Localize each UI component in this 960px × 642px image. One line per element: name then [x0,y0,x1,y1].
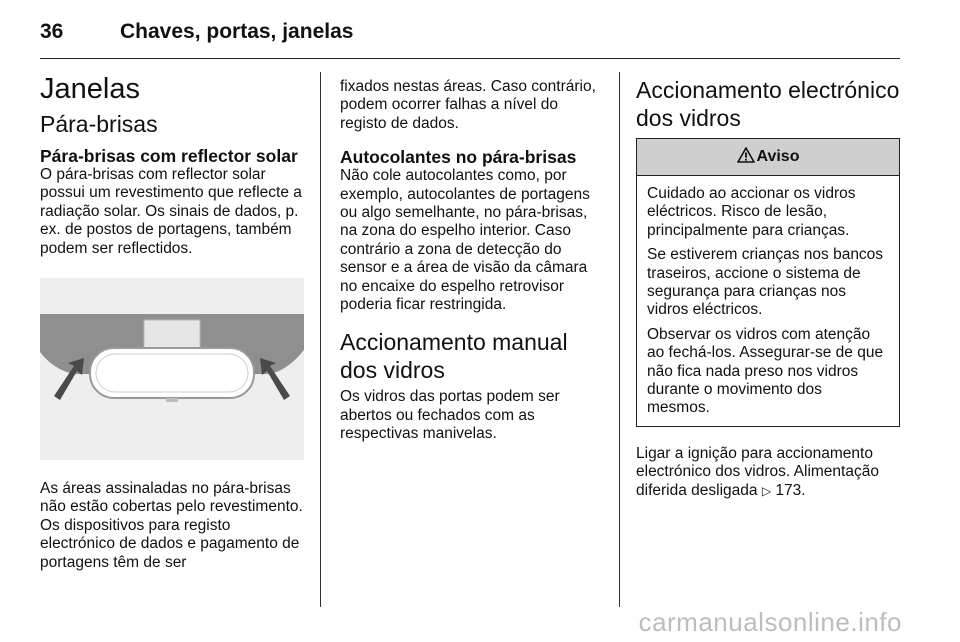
warning-paragraph-1: Cuidado ao accionar os vidros eléctricos. Risco de lesão, principalmente para crianças. [647,185,856,239]
header-rule [40,58,900,59]
page-header [40,14,900,54]
warning-body [637,176,899,426]
warning-title: Aviso [756,148,800,165]
column-1 [40,72,304,572]
heading-accionamento-electronico: Accionamento electrónico dos vidros [636,77,900,131]
chapter-title: Chaves, portas, janelas [120,20,354,43]
warning-paragraph-2: Se estiverem crianças nos bancos traseiros, accione o sistema de segurança para crianças nos vidros eléctricos. [647,246,884,319]
column-divider-2 [619,72,620,607]
heading-autocolantes: Autocolantes no pára-brisas [340,147,577,168]
heading-para-brisas-reflector: Pára-brisas com reflector solar [40,146,298,166]
column-3 [636,72,900,500]
section-title-janelas: Janelas [40,73,140,105]
page-reference-number[interactable]: 173 [775,481,802,499]
warning-paragraph-3: Observar os vidros com atenção ao fechá-los. Assegurar-se de que não fica nada preso nos vidros durante o movimento dos mesmos. [647,325,884,417]
warning-header [637,139,899,176]
paragraph-autocolantes: Não cole autocolantes como, por exemplo, autocolantes de portagens ou algo semelhante, no pára-brisas, na zona do espelho interior. Caso contrário a zona de detecção do sensor e a área de visão da câmara no encaixe do espelho retrovisor poderia ficar restringida. [340,167,590,314]
column-divider-1 [320,72,321,607]
sentence-end: . [801,481,806,499]
page-reference-arrow-icon: ▷ [761,483,772,498]
column-2 [340,72,604,444]
warning-triangle-icon [737,147,755,168]
page-number: 36 [40,20,64,43]
warning-box [636,138,900,427]
ignicao-text: Ligar a ignição para accionamento electrónico dos vidros. Alimentação diferida desligada [636,444,879,499]
watermark: carmanualsonline.info [638,607,902,637]
subsection-title-para-brisas: Pára-brisas [40,111,158,137]
paragraph-areas-assinaladas: As áreas assinaladas no pára-brisas não estão cobertas pelo revestimento. Os dispositivos para registo electrónico de dados e pagamento de portagens têm de ser [40,480,303,571]
rearview-mirror-illustration [40,278,304,460]
paragraph-ignicao [636,445,900,500]
heading-accionamento-manual: Accionamento manual dos vidros [340,329,568,384]
paragraph-manual: Os vidros das portas podem ser abertos ou fechados com as respectivas manivelas. [340,388,560,443]
paragraph-continuation: fixados nestas áreas. Caso contrário, podem ocorrer falhas a nível do registo de dados. [340,78,596,132]
paragraph-reflector: O pára-brisas com reflector solar possui um revestimento que reflecte a radiação solar. Os sinais de dados, p. ex. de postos de portagens, também podem ser reflectidos. [40,166,302,257]
